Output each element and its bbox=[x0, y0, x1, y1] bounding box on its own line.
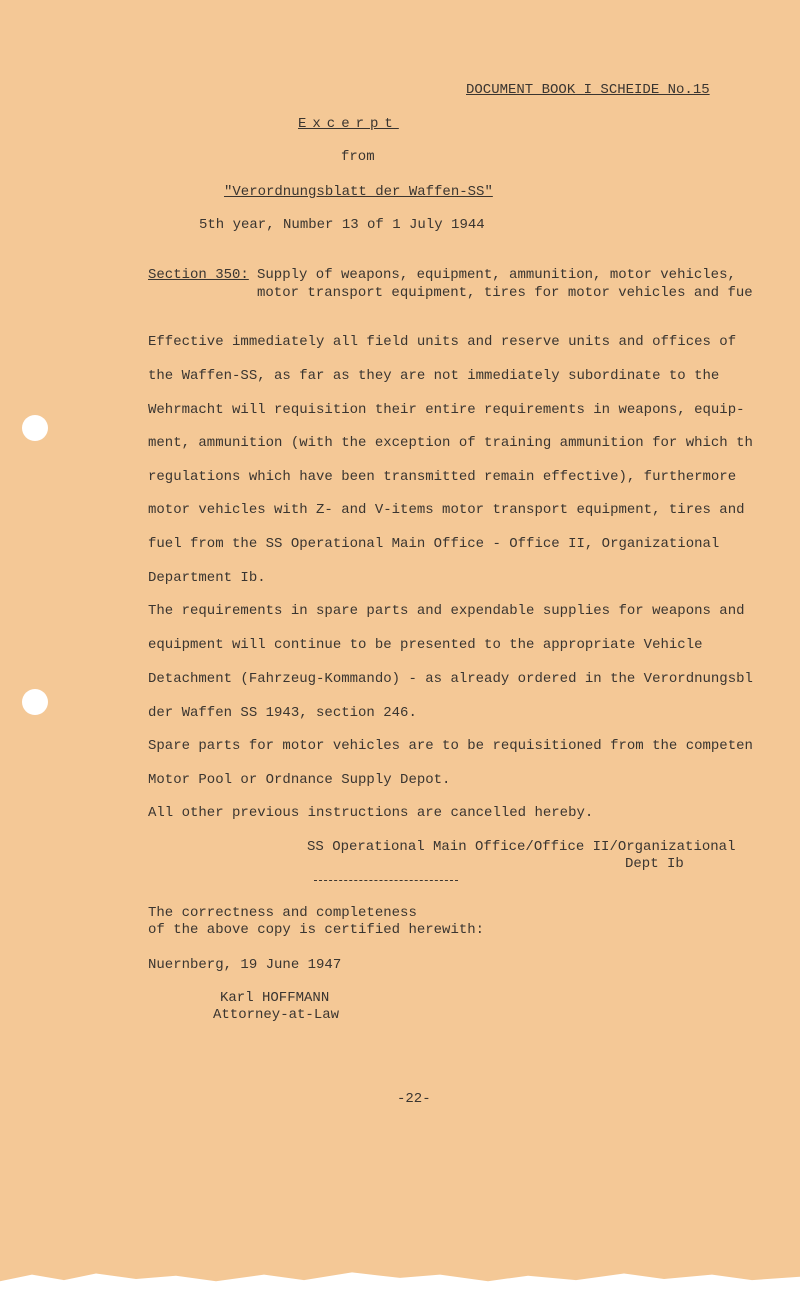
body-line: Effective immediately all field units and reserve units and offices of bbox=[148, 334, 737, 350]
certification-line: The correctness and completeness bbox=[148, 905, 417, 921]
title-from: from bbox=[341, 149, 375, 165]
signature-office: SS Operational Main Office/Office II/Organizational bbox=[307, 839, 736, 855]
body-line: ment, ammunition (with the exception of training ammunition for which th bbox=[148, 435, 753, 451]
body-line: Detachment (Fahrzeug-Kommando) - as already ordered in the Verordnungsbl bbox=[148, 671, 753, 687]
page-number: -22- bbox=[397, 1091, 431, 1107]
certification-line: of the above copy is certified herewith: bbox=[148, 922, 485, 938]
signature-dept: Dept Ib bbox=[625, 856, 684, 872]
title-source: "Verordnungsblatt der Waffen-SS" bbox=[224, 184, 493, 200]
punch-hole bbox=[22, 689, 48, 715]
body-line: All other previous instructions are cancelled hereby. bbox=[148, 805, 594, 821]
section-title-line: motor transport equipment, tires for motor vehicles and fue bbox=[257, 285, 753, 301]
title-excerpt: Excerpt bbox=[298, 116, 399, 132]
body-line: the Waffen-SS, as far as they are not immediately subordinate to the bbox=[148, 368, 720, 384]
section-label: Section 350: bbox=[148, 267, 249, 283]
body-line: Department Ib. bbox=[148, 570, 266, 586]
body-line: equipment will continue to be presented to the appropriate Vehicle bbox=[148, 637, 703, 653]
body-line: Wehrmacht will requisition their entire requirements in weapons, equip- bbox=[148, 402, 745, 418]
place-date: Nuernberg, 19 June 1947 bbox=[148, 957, 342, 973]
signature-divider bbox=[314, 880, 458, 881]
document-header: DOCUMENT BOOK I SCHEIDE No.15 bbox=[466, 82, 710, 98]
body-line: Motor Pool or Ordnance Supply Depot. bbox=[148, 772, 451, 788]
body-line: The requirements in spare parts and expendable supplies for weapons and bbox=[148, 603, 745, 619]
attorney-name: Karl HOFFMANN bbox=[220, 990, 330, 1006]
body-line: motor vehicles with Z- and V-items motor transport equipment, tires and bbox=[148, 502, 745, 518]
section-title-line: Supply of weapons, equipment, ammunition, motor vehicles, bbox=[257, 267, 736, 283]
body-line: der Waffen SS 1943, section 246. bbox=[148, 705, 417, 721]
body-line: regulations which have been transmitted remain effective), furthermore bbox=[148, 469, 737, 485]
body-line: fuel from the SS Operational Main Office - Office II, Organizational bbox=[148, 536, 720, 552]
title-issue: 5th year, Number 13 of 1 July 1944 bbox=[199, 217, 485, 233]
body-line: Spare parts for motor vehicles are to be requisitioned from the competen bbox=[148, 738, 753, 754]
punch-hole bbox=[22, 415, 48, 441]
torn-edge bbox=[0, 1268, 800, 1290]
attorney-title: Attorney-at-Law bbox=[213, 1007, 340, 1023]
